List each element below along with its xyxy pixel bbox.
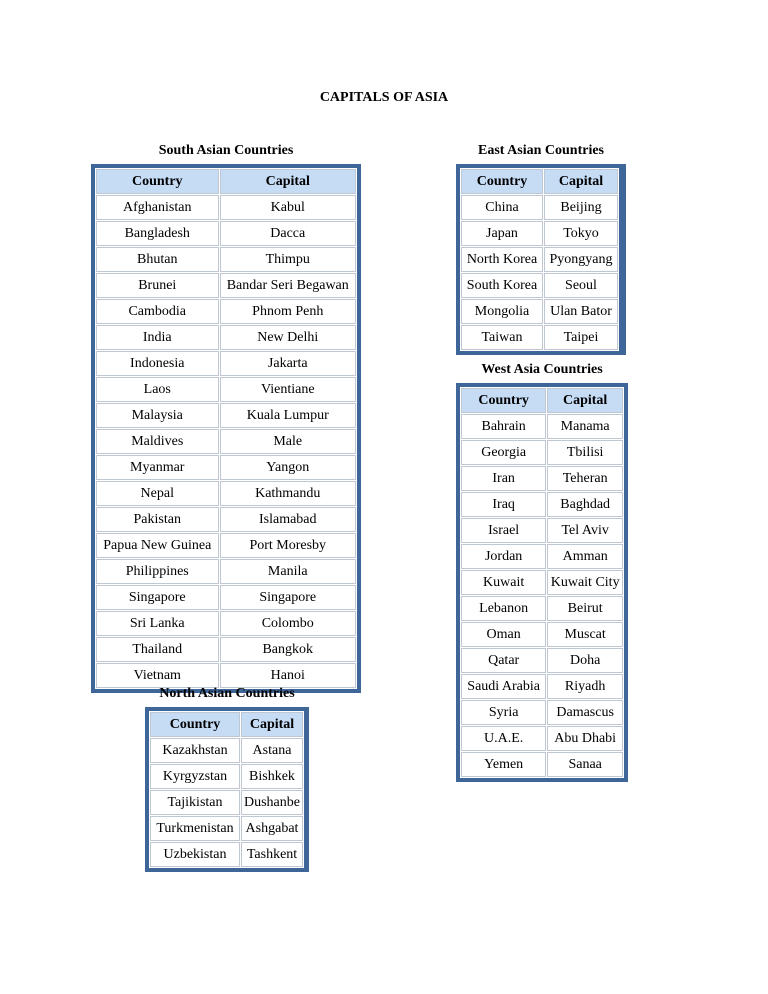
table-row bbox=[461, 648, 623, 673]
west-asia-table-frame bbox=[456, 383, 628, 782]
capital-cell: Astana bbox=[241, 738, 303, 763]
south-asia-table bbox=[95, 168, 357, 689]
table-row bbox=[461, 299, 618, 324]
capital-cell: Teheran bbox=[547, 466, 623, 491]
country-cell: Taiwan bbox=[461, 325, 543, 350]
table-row bbox=[461, 440, 623, 465]
country-cell: Israel bbox=[461, 518, 546, 543]
capital-cell: Tashkent bbox=[241, 842, 303, 867]
table-row bbox=[461, 752, 623, 777]
table-row bbox=[96, 481, 356, 506]
country-cell: India bbox=[96, 325, 219, 350]
capital-cell: Manila bbox=[220, 559, 357, 584]
table-row bbox=[461, 247, 618, 272]
south-header-row bbox=[96, 169, 356, 194]
east-header-row bbox=[461, 169, 618, 194]
country-cell: Uzbekistan bbox=[150, 842, 240, 867]
country-cell: Philippines bbox=[96, 559, 219, 584]
table-row bbox=[96, 299, 356, 324]
capital-cell: Dacca bbox=[220, 221, 357, 246]
capital-cell: Kathmandu bbox=[220, 481, 357, 506]
country-cell: Saudi Arabia bbox=[461, 674, 546, 699]
country-cell: Kyrgyzstan bbox=[150, 764, 240, 789]
capital-cell: Vientiane bbox=[220, 377, 357, 402]
table-row bbox=[461, 466, 623, 491]
capital-cell: Sanaa bbox=[547, 752, 623, 777]
north-header-row bbox=[150, 712, 303, 737]
north-asia-section bbox=[145, 685, 309, 872]
table-row bbox=[96, 247, 356, 272]
header-capital: Capital bbox=[544, 169, 618, 194]
capital-cell: Beirut bbox=[547, 596, 623, 621]
capital-cell: Dushanbe bbox=[241, 790, 303, 815]
header-country: Country bbox=[461, 169, 543, 194]
capital-cell: Damascus bbox=[547, 700, 623, 725]
capital-cell: Tel Aviv bbox=[547, 518, 623, 543]
north-asia-table-frame bbox=[145, 707, 309, 872]
country-cell: Afghanistan bbox=[96, 195, 219, 220]
capital-cell: Riyadh bbox=[547, 674, 623, 699]
header-country: Country bbox=[461, 388, 546, 413]
east-asia-table-frame bbox=[456, 164, 626, 355]
country-cell: Sri Lanka bbox=[96, 611, 219, 636]
country-cell: China bbox=[461, 195, 543, 220]
country-cell: U.A.E. bbox=[461, 726, 546, 751]
table-row bbox=[150, 790, 303, 815]
country-cell: Georgia bbox=[461, 440, 546, 465]
table-row bbox=[150, 764, 303, 789]
capital-cell: Bangkok bbox=[220, 637, 357, 662]
country-cell: Iraq bbox=[461, 492, 546, 517]
table-row bbox=[461, 700, 623, 725]
header-capital: Capital bbox=[241, 712, 303, 737]
capital-cell: Thimpu bbox=[220, 247, 357, 272]
capital-cell: Ashgabat bbox=[241, 816, 303, 841]
table-row bbox=[461, 414, 623, 439]
country-cell: Qatar bbox=[461, 648, 546, 673]
capital-cell: Hanoi bbox=[220, 663, 357, 688]
table-row bbox=[461, 570, 623, 595]
header-country: Country bbox=[150, 712, 240, 737]
capital-cell: Ulan Bator bbox=[544, 299, 618, 324]
table-row bbox=[96, 273, 356, 298]
table-row bbox=[96, 455, 356, 480]
country-cell: Mongolia bbox=[461, 299, 543, 324]
country-cell: Vietnam bbox=[96, 663, 219, 688]
country-cell: Brunei bbox=[96, 273, 219, 298]
west-header-row bbox=[461, 388, 623, 413]
south-asia-section bbox=[91, 142, 361, 693]
north-asia-table bbox=[149, 711, 304, 868]
country-cell: Syria bbox=[461, 700, 546, 725]
table-row bbox=[96, 585, 356, 610]
country-cell: Laos bbox=[96, 377, 219, 402]
capital-cell: Kuala Lumpur bbox=[220, 403, 357, 428]
country-cell: Cambodia bbox=[96, 299, 219, 324]
west-asia-section bbox=[456, 361, 628, 782]
capital-cell: Bandar Seri Begawan bbox=[220, 273, 357, 298]
capital-cell: Baghdad bbox=[547, 492, 623, 517]
table-row bbox=[150, 816, 303, 841]
capital-cell: Muscat bbox=[547, 622, 623, 647]
header-capital: Capital bbox=[220, 169, 357, 194]
capital-cell: Kuwait City bbox=[547, 570, 623, 595]
country-cell: Iran bbox=[461, 466, 546, 491]
table-row bbox=[461, 726, 623, 751]
header-capital: Capital bbox=[547, 388, 623, 413]
south-asia-table-frame bbox=[91, 164, 361, 693]
table-row bbox=[96, 559, 356, 584]
table-row bbox=[461, 596, 623, 621]
table-row bbox=[96, 429, 356, 454]
table-row bbox=[150, 738, 303, 763]
table-row bbox=[461, 325, 618, 350]
capital-cell: Tokyo bbox=[544, 221, 618, 246]
country-cell: Turkmenistan bbox=[150, 816, 240, 841]
country-cell: Lebanon bbox=[461, 596, 546, 621]
capital-cell: New Delhi bbox=[220, 325, 357, 350]
table-row bbox=[96, 195, 356, 220]
table-row bbox=[461, 622, 623, 647]
capital-cell: Tbilisi bbox=[547, 440, 623, 465]
south-asia-caption: South Asian Countries bbox=[158, 143, 294, 158]
country-cell: Yemen bbox=[461, 752, 546, 777]
capital-cell: Port Moresby bbox=[220, 533, 357, 558]
country-cell: Bangladesh bbox=[96, 221, 219, 246]
capital-cell: Kabul bbox=[220, 195, 357, 220]
country-cell: Malaysia bbox=[96, 403, 219, 428]
capital-cell: Manama bbox=[547, 414, 623, 439]
east-asia-section bbox=[456, 142, 626, 355]
table-row bbox=[96, 611, 356, 636]
capital-cell: Singapore bbox=[220, 585, 357, 610]
capital-cell: Amman bbox=[547, 544, 623, 569]
country-cell: Papua New Guinea bbox=[96, 533, 219, 558]
east-asia-caption: East Asian Countries bbox=[477, 143, 605, 158]
table-row bbox=[461, 674, 623, 699]
capital-cell: Jakarta bbox=[220, 351, 357, 376]
capital-cell: Bishkek bbox=[241, 764, 303, 789]
table-row bbox=[461, 221, 618, 246]
capital-cell: Colombo bbox=[220, 611, 357, 636]
table-row bbox=[96, 403, 356, 428]
country-cell: Myanmar bbox=[96, 455, 219, 480]
country-cell: Kazakhstan bbox=[150, 738, 240, 763]
country-cell: Jordan bbox=[461, 544, 546, 569]
country-cell: Tajikistan bbox=[150, 790, 240, 815]
capital-cell: Male bbox=[220, 429, 357, 454]
country-cell: Maldives bbox=[96, 429, 219, 454]
header-country: Country bbox=[96, 169, 219, 194]
capital-cell: Seoul bbox=[544, 273, 618, 298]
table-row bbox=[96, 507, 356, 532]
table-row bbox=[150, 842, 303, 867]
country-cell: Bahrain bbox=[461, 414, 546, 439]
west-asia-table bbox=[460, 387, 624, 778]
country-cell: Nepal bbox=[96, 481, 219, 506]
capital-cell: Phnom Penh bbox=[220, 299, 357, 324]
table-row bbox=[461, 518, 623, 543]
country-cell: Singapore bbox=[96, 585, 219, 610]
page-title: CAPITALS OF ASIA bbox=[319, 90, 449, 105]
country-cell: Japan bbox=[461, 221, 543, 246]
country-cell: Bhutan bbox=[96, 247, 219, 272]
table-row bbox=[461, 195, 618, 220]
table-row bbox=[461, 492, 623, 517]
north-asia-caption: North Asian Countries bbox=[159, 686, 295, 701]
country-cell: North Korea bbox=[461, 247, 543, 272]
capital-cell: Pyongyang bbox=[544, 247, 618, 272]
table-row bbox=[96, 325, 356, 350]
country-cell: Pakistan bbox=[96, 507, 219, 532]
west-asia-caption: West Asia Countries bbox=[481, 362, 603, 377]
country-cell: Thailand bbox=[96, 637, 219, 662]
capital-cell: Taipei bbox=[544, 325, 618, 350]
table-row bbox=[461, 273, 618, 298]
table-row bbox=[96, 351, 356, 376]
country-cell: Kuwait bbox=[461, 570, 546, 595]
table-row bbox=[96, 377, 356, 402]
table-row bbox=[96, 221, 356, 246]
country-cell: South Korea bbox=[461, 273, 543, 298]
capital-cell: Islamabad bbox=[220, 507, 357, 532]
country-cell: Indonesia bbox=[96, 351, 219, 376]
capital-cell: Doha bbox=[547, 648, 623, 673]
table-row bbox=[461, 544, 623, 569]
capital-cell: Yangon bbox=[220, 455, 357, 480]
table-row bbox=[96, 533, 356, 558]
capital-cell: Beijing bbox=[544, 195, 618, 220]
east-asia-table bbox=[460, 168, 619, 351]
country-cell: Oman bbox=[461, 622, 546, 647]
table-row bbox=[96, 637, 356, 662]
capital-cell: Abu Dhabi bbox=[547, 726, 623, 751]
